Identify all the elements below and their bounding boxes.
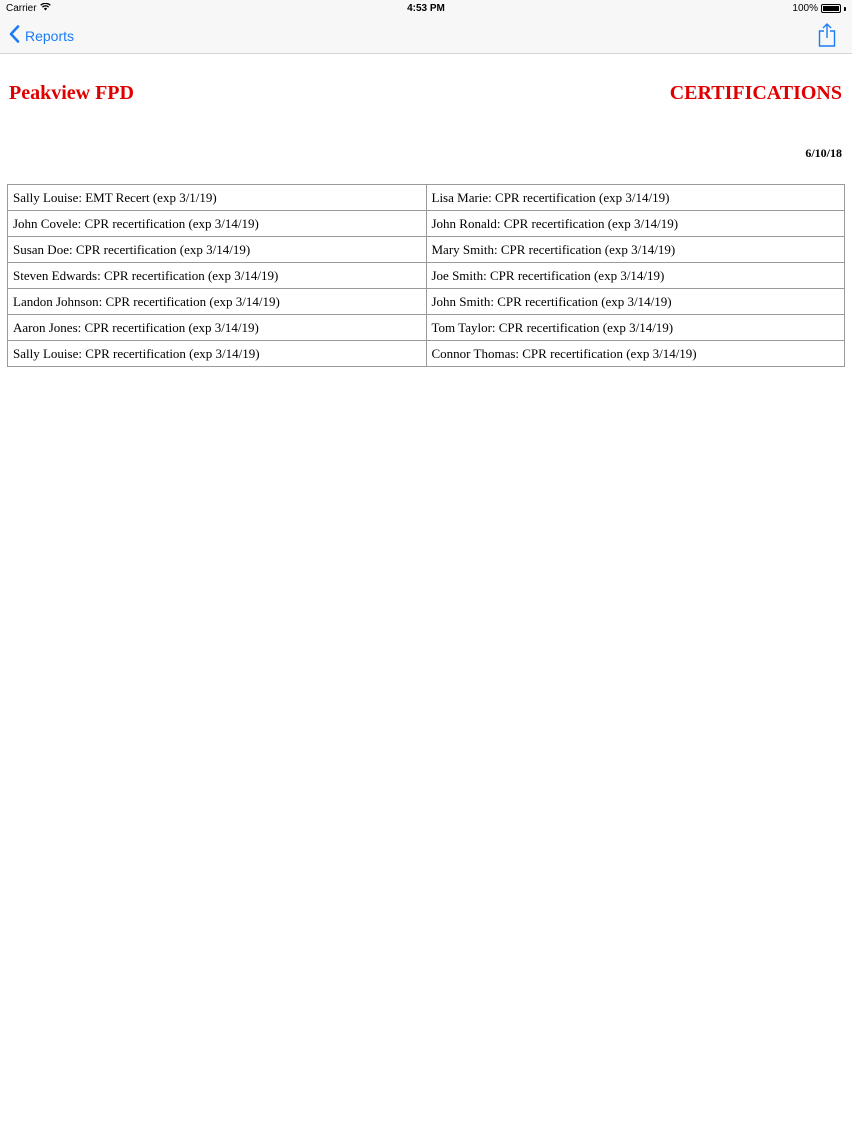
battery-fill [823,6,839,11]
back-button-label: Reports [25,27,75,44]
table-cell: Sally Louise: EMT Recert (exp 3/1/19) [8,185,427,211]
table-row [8,315,845,341]
battery-icon [821,4,841,13]
table-cell: Steven Edwards: CPR recertification (exp 3/14/19) [8,263,427,289]
table-cell: Susan Doe: CPR recertification (exp 3/14/19) [8,237,427,263]
carrier-label: Carrier [6,3,37,14]
table-row [8,289,845,315]
table-row [8,185,845,211]
table-cell: Lisa Marie: CPR recertification (exp 3/14/19) [426,185,845,211]
table-cell: Sally Louise: CPR recertification (exp 3/14/19) [8,341,427,367]
back-button[interactable] [9,25,74,46]
share-button[interactable] [817,23,837,47]
battery-percent: 100% [792,3,818,14]
org-name: Peakview FPD [9,82,134,104]
table-cell: John Covele: CPR recertification (exp 3/14/19) [8,211,427,237]
table-cell: Connor Thomas: CPR recertification (exp 3/14/19) [426,341,845,367]
table-cell: Landon Johnson: CPR recertification (exp 3/14/19) [8,289,427,315]
share-icon [817,23,837,47]
table-row [8,263,845,289]
table-cell: John Ronald: CPR recertification (exp 3/14/19) [426,211,845,237]
battery-nub [844,7,846,11]
navigation-bar [0,18,852,54]
table-cell: Aaron Jones: CPR recertification (exp 3/14/19) [8,315,427,341]
table-cell: Tom Taylor: CPR recertification (exp 3/14/19) [426,315,845,341]
report-title: CERTIFICATIONS [669,82,842,104]
table-cell: Mary Smith: CPR recertification (exp 3/14/19) [426,237,845,263]
status-bar [0,0,852,18]
status-right [792,3,846,14]
certifications-table [7,184,845,367]
status-time: 4:53 PM [407,3,445,14]
table-cell: John Smith: CPR recertification (exp 3/14/19) [426,289,845,315]
table-row [8,237,845,263]
table-row [8,341,845,367]
report-date: 6/10/18 [805,146,842,160]
chevron-left-icon [9,25,20,46]
table-cell: Joe Smith: CPR recertification (exp 3/14/19) [426,263,845,289]
table-row [8,211,845,237]
